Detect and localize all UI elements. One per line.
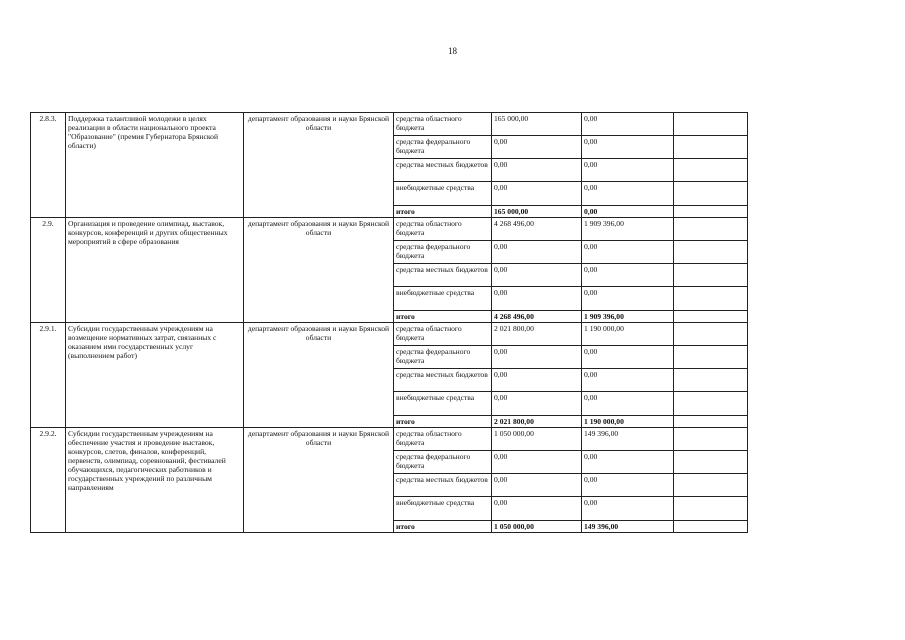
funding-value-2: 0,00 <box>582 113 674 136</box>
funding-value-1: 0,00 <box>492 392 582 416</box>
item-code: 2.9. <box>31 218 66 323</box>
budget-table <box>30 112 748 533</box>
empty-cell <box>674 474 748 497</box>
funding-value-2: 1 909 396,00 <box>582 218 674 241</box>
funding-value-1: 0,00 <box>492 182 582 206</box>
empty-cell <box>674 428 748 451</box>
funding-value-2: 0,00 <box>582 451 674 474</box>
funding-source: средства местных бюджетов <box>394 369 492 392</box>
item-name: Организация и проведение олимпиад, выставок, конкурсов, конференций и других общественных мероприятий в сфере образования <box>66 218 244 323</box>
table-row <box>31 113 748 136</box>
empty-cell <box>674 369 748 392</box>
table-body <box>31 113 748 533</box>
funding-source: внебюджетные средства <box>394 182 492 206</box>
empty-cell <box>674 311 748 323</box>
funding-value-2: 0,00 <box>582 346 674 369</box>
funding-value-2: 1 909 396,00 <box>582 311 674 323</box>
funding-value-2: 0,00 <box>582 136 674 159</box>
empty-cell <box>674 346 748 369</box>
funding-source: итого <box>394 206 492 218</box>
funding-value-2: 0,00 <box>582 159 674 182</box>
funding-value-2: 0,00 <box>582 264 674 287</box>
funding-value-2: 0,00 <box>582 287 674 311</box>
funding-source: средства федерального бюджета <box>394 451 492 474</box>
funding-value-2: 0,00 <box>582 392 674 416</box>
funding-value-1: 4 268 496,00 <box>492 218 582 241</box>
empty-cell <box>674 218 748 241</box>
funding-value-1: 0,00 <box>492 346 582 369</box>
item-executor: департамент образования и науки Брянской области <box>244 323 394 428</box>
funding-value-1: 2 021 800,00 <box>492 416 582 428</box>
funding-value-1: 165 000,00 <box>492 206 582 218</box>
empty-cell <box>674 241 748 264</box>
funding-source: средства областного бюджета <box>394 428 492 451</box>
funding-value-2: 0,00 <box>582 497 674 521</box>
funding-value-2: 1 190 000,00 <box>582 416 674 428</box>
item-code: 2.9.1. <box>31 323 66 428</box>
page-number: 18 <box>448 46 457 56</box>
funding-value-1: 1 050 000,00 <box>492 428 582 451</box>
funding-value-1: 0,00 <box>492 241 582 264</box>
funding-value-2: 149 396,00 <box>582 428 674 451</box>
empty-cell <box>674 392 748 416</box>
item-code: 2.8.3. <box>31 113 66 218</box>
funding-source: средства областного бюджета <box>394 113 492 136</box>
empty-cell <box>674 159 748 182</box>
item-name: Субсидии государственным учреждениям на возмещение нормативных затрат, связанных с оказанием ими государственных услуг (выполнением работ) <box>66 323 244 428</box>
funding-value-2: 0,00 <box>582 241 674 264</box>
funding-value-2: 1 190 000,00 <box>582 323 674 346</box>
funding-value-1: 0,00 <box>492 474 582 497</box>
funding-source: средства областного бюджета <box>394 323 492 346</box>
funding-value-2: 0,00 <box>582 474 674 497</box>
funding-source: итого <box>394 311 492 323</box>
funding-source: средства местных бюджетов <box>394 264 492 287</box>
item-name: Поддержка талантливой молодежи в целях реализации в области национального проекта "Образование" (премия Губернатора Брянской области) <box>66 113 244 218</box>
item-executor: департамент образования и науки Брянской области <box>244 218 394 323</box>
funding-source: средства федерального бюджета <box>394 241 492 264</box>
funding-value-1: 0,00 <box>492 287 582 311</box>
funding-value-1: 2 021 800,00 <box>492 323 582 346</box>
table-row <box>31 428 748 451</box>
funding-source: итого <box>394 521 492 533</box>
funding-source: средства местных бюджетов <box>394 474 492 497</box>
table-row <box>31 323 748 346</box>
funding-source: средства федерального бюджета <box>394 136 492 159</box>
funding-value-1: 0,00 <box>492 136 582 159</box>
funding-value-2: 0,00 <box>582 206 674 218</box>
funding-source: средства федерального бюджета <box>394 346 492 369</box>
funding-source: средства местных бюджетов <box>394 159 492 182</box>
item-executor: департамент образования и науки Брянской области <box>244 113 394 218</box>
funding-value-1: 1 050 000,00 <box>492 521 582 533</box>
empty-cell <box>674 182 748 206</box>
funding-value-2: 149 396,00 <box>582 521 674 533</box>
empty-cell <box>674 323 748 346</box>
item-code: 2.9.2. <box>31 428 66 533</box>
funding-value-1: 0,00 <box>492 159 582 182</box>
funding-value-2: 0,00 <box>582 369 674 392</box>
funding-source: внебюджетные средства <box>394 497 492 521</box>
funding-value-1: 165 000,00 <box>492 113 582 136</box>
funding-source: средства областного бюджета <box>394 218 492 241</box>
empty-cell <box>674 113 748 136</box>
item-name: Субсидии государственным учреждениям на обеспечение участия и проведение выставок, конкурсов, слетов, финалов, конференций, первенств, олимпиад, соревнований, фестивалей обучающихся, педагогических работников и государственных учреждений по различным направлениям <box>66 428 244 533</box>
funding-source: внебюджетные средства <box>394 287 492 311</box>
table-row <box>31 218 748 241</box>
funding-value-2: 0,00 <box>582 182 674 206</box>
empty-cell <box>674 497 748 521</box>
item-executor: департамент образования и науки Брянской области <box>244 428 394 533</box>
funding-value-1: 0,00 <box>492 451 582 474</box>
empty-cell <box>674 264 748 287</box>
funding-value-1: 0,00 <box>492 369 582 392</box>
empty-cell <box>674 451 748 474</box>
empty-cell <box>674 136 748 159</box>
funding-value-1: 0,00 <box>492 497 582 521</box>
funding-value-1: 0,00 <box>492 264 582 287</box>
empty-cell <box>674 521 748 533</box>
funding-value-1: 4 268 496,00 <box>492 311 582 323</box>
empty-cell <box>674 206 748 218</box>
empty-cell <box>674 416 748 428</box>
funding-source: итого <box>394 416 492 428</box>
empty-cell <box>674 287 748 311</box>
funding-source: внебюджетные средства <box>394 392 492 416</box>
